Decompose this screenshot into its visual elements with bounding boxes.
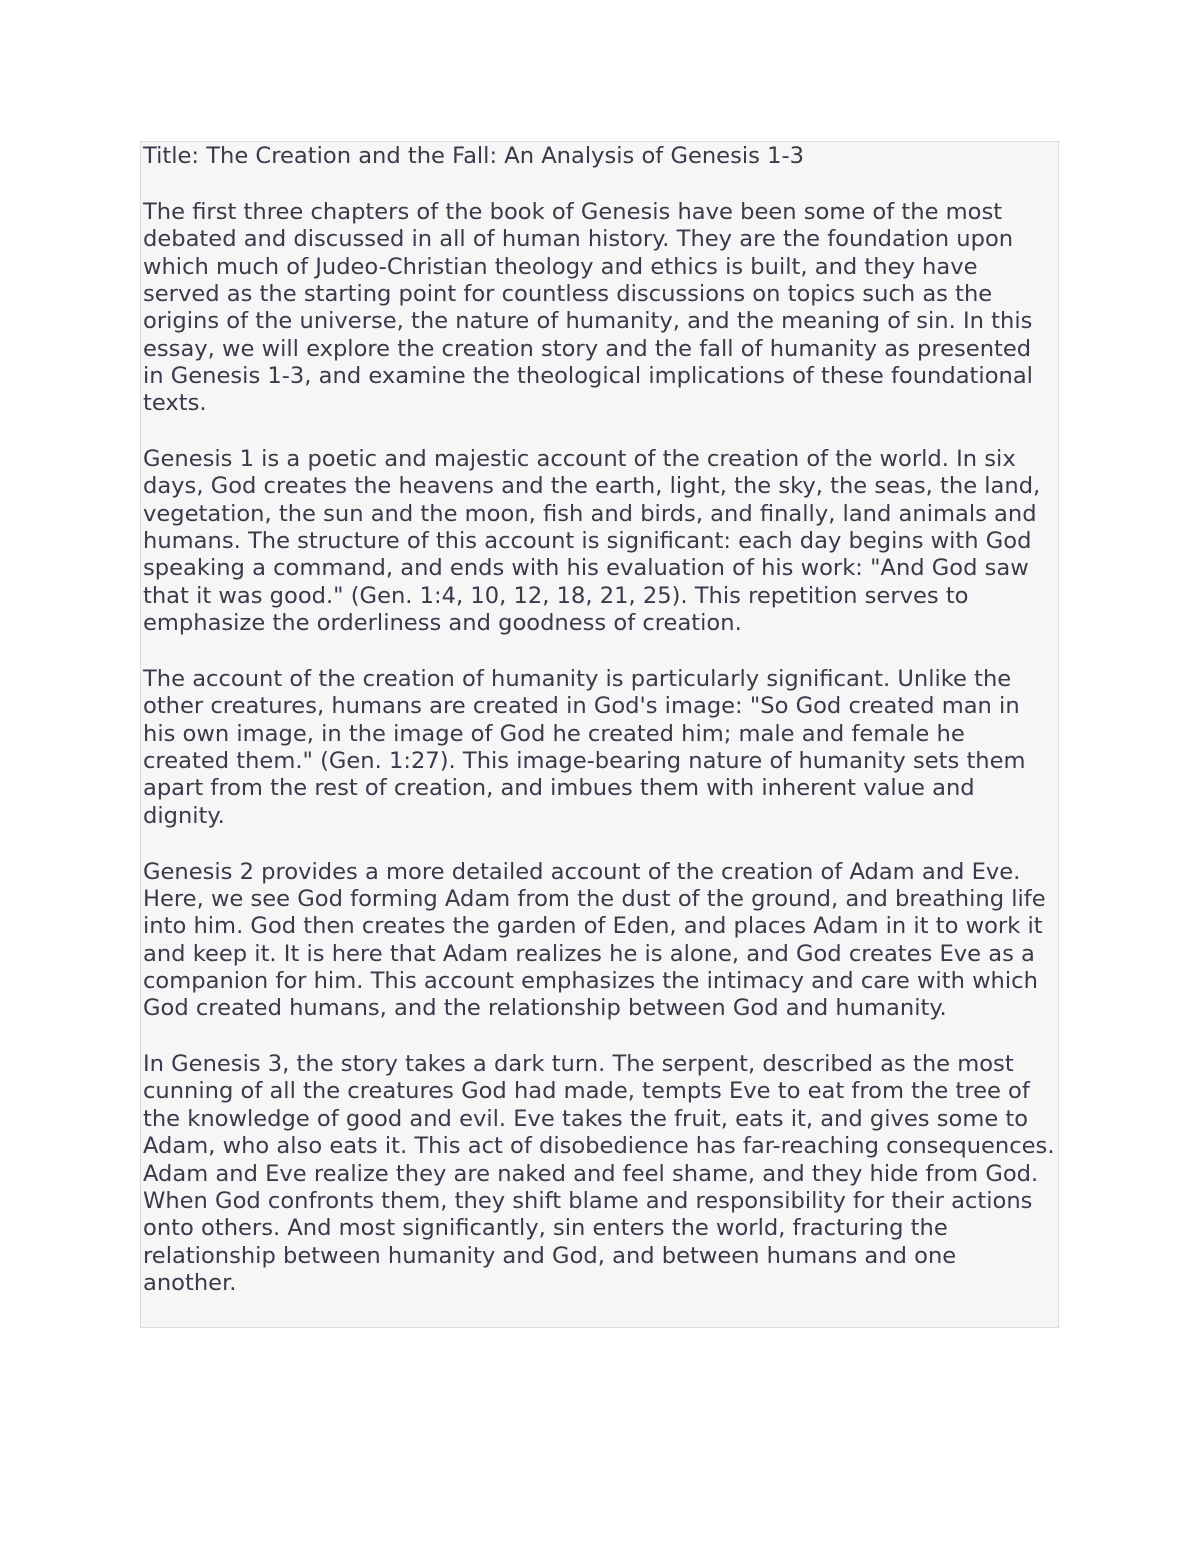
document-title: Title: The Creation and the Fall: An Analysis of Genesis 1-3 (143, 143, 804, 169)
paragraph-genesis-2: Genesis 2 provides a more detailed account of the creation of Adam and Eve. Here, we see God forming Adam from the dust of the ground, and breathing life into him. God then creates the garden of Eden, and places Adam in it to work it and keep it. It is here that Adam realizes he is alone, and God creates Eve as a companion for him. This account emphasizes the intimacy and care with which God created humans, and the relationship between God and humanity. (143, 858, 1046, 1022)
document-text-box (140, 141, 1059, 1328)
paragraph-introduction: The first three chapters of the book of Genesis have been some of the most debated and discussed in all of human history. They are the foundation upon which much of Judeo-Christian theology and ethics is built, and they have served as the starting point for countless discussions on topics such as the origins of the universe, the nature of humanity, and the meaning of sin. In this essay, we will explore the creation story and the fall of humanity as presented in Genesis 1-3, and examine the theological implications of these foundational texts. (143, 198, 1033, 417)
paragraph-creation-of-humanity: The account of the creation of humanity is particularly significant. Unlike the other creatures, humans are created in God's image: "So God created man in his own image, in the image of God he created him; male and female he created them." (Gen. 1:27). This image-bearing nature of humanity sets them apart from the rest of creation, and imbues them with inherent value and dignity. (143, 666, 1026, 829)
paragraph-genesis-1: Genesis 1 is a poetic and majestic account of the creation of the world. In six days, God creates the heavens and the earth, light, the sky, the seas, the land, vegetation, the sun and the moon, fish and birds, and finally, land animals and humans. The structure of this account is significant: each day begins with God speaking a command, and ends with his evaluation of his work: "And God saw that it was good." (Gen. 1:4, 10, 12, 18, 21, 25). This repetition serves to emphasize the orderliness and goodness of creation. (143, 446, 1041, 637)
document-body (143, 143, 1056, 1297)
paragraph-genesis-3: In Genesis 3, the story takes a dark turn. The serpent, described as the most cunning of all the creatures God had made, tempts Eve to eat from the tree of the knowledge of good and evil. Eve takes the fruit, eats it, and gives some to Adam, who also eats it. This act of disobedience has far-reaching consequences. Adam and Eve realize they are naked and feel shame, and they hide from God. When God confronts them, they shift blame and responsibility for their actions onto others. And most significantly, sin enters the world, fracturing the relationship between humanity and God, and between humans and one another. (143, 1051, 1055, 1296)
